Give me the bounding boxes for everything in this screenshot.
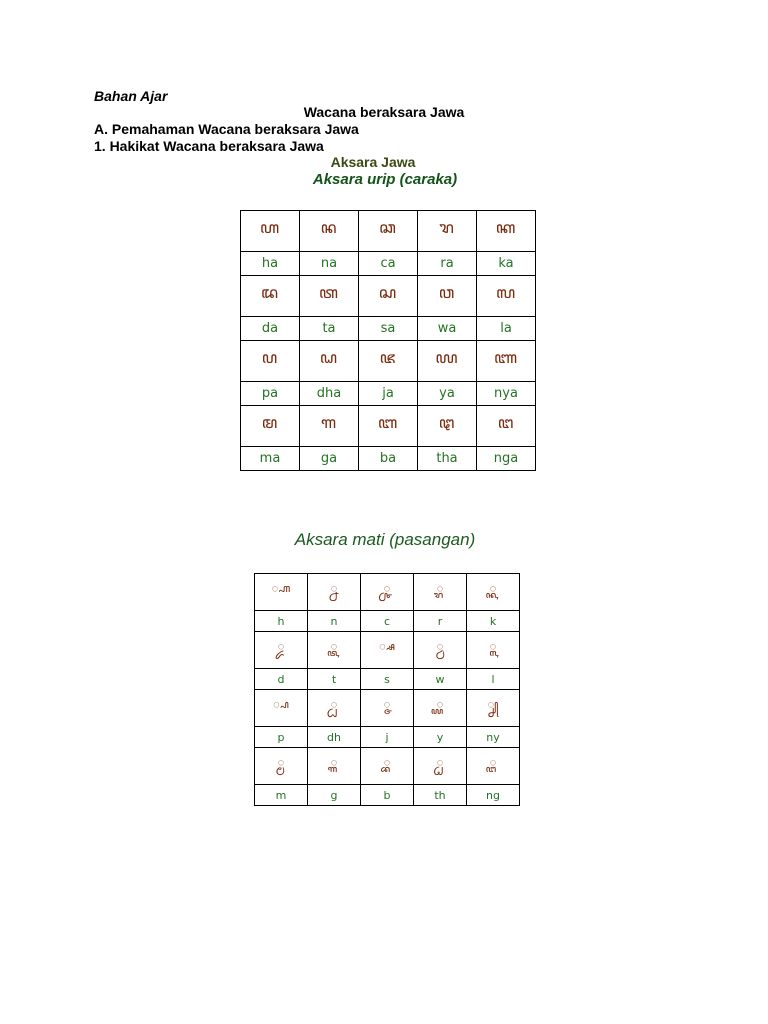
latin-label: tha <box>418 447 477 471</box>
table-row <box>255 727 520 748</box>
aksara-glyph: ꦧ <box>359 406 418 447</box>
main-title: Wacana beraksara Jawa <box>303 104 465 120</box>
aksara-glyph: ꦲ <box>241 211 300 252</box>
latin-label: ba <box>359 447 418 471</box>
latin-label: m <box>255 785 308 806</box>
pasangan-glyph: ꧀ꦔ <box>467 748 520 785</box>
table-row <box>241 252 536 276</box>
table-row <box>255 785 520 806</box>
aksara-glyph: ꦠ <box>300 276 359 317</box>
latin-label: pa <box>241 382 300 406</box>
latin-label: b <box>361 785 414 806</box>
pasangan-glyph: ꧀ꦧ <box>361 748 414 785</box>
table-row <box>241 382 536 406</box>
aksara-urip-title: Aksara urip (caraka) <box>312 171 458 188</box>
table-row <box>241 341 536 382</box>
latin-label: ng <box>467 785 520 806</box>
table-row <box>241 447 536 471</box>
latin-label: ma <box>241 447 300 471</box>
latin-label: ta <box>300 317 359 341</box>
table-row <box>241 406 536 447</box>
latin-label: ka <box>477 252 536 276</box>
table-row <box>241 317 536 341</box>
pasangan-glyph: ꧀ꦩ <box>255 748 308 785</box>
pasangan-glyph: ꧀ꦤ <box>308 574 361 611</box>
pasangan-glyph: ꧀ꦚ <box>467 690 520 727</box>
latin-label: da <box>241 317 300 341</box>
latin-label: ja <box>359 382 418 406</box>
latin-label: r <box>414 611 467 632</box>
latin-label: l <box>467 669 520 690</box>
table-row <box>255 611 520 632</box>
latin-label: n <box>308 611 361 632</box>
section-1-heading: 1. Hakikat Wacana beraksara Jawa <box>94 138 324 154</box>
pasangan-glyph: ꧀ꦝ <box>308 690 361 727</box>
aksara-urip-table <box>240 210 536 471</box>
aksara-glyph: ꦫ <box>418 211 477 252</box>
latin-label: nya <box>477 382 536 406</box>
latin-label: ga <box>300 447 359 471</box>
aksara-glyph: ꦗ <box>359 341 418 382</box>
aksara-mati-table <box>254 573 520 806</box>
aksara-glyph: ꦒ <box>300 406 359 447</box>
pasangan-glyph: ꧀ꦥ <box>255 690 308 727</box>
latin-label: ca <box>359 252 418 276</box>
aksara-mati-title: Aksara mati (pasangan) <box>294 530 476 549</box>
pasangan-glyph: ꧀ꦫ <box>414 574 467 611</box>
latin-label: ya <box>418 382 477 406</box>
pasangan-glyph: ꧀ꦗ <box>361 690 414 727</box>
aksara-glyph: ꦪ <box>418 341 477 382</box>
latin-label: dha <box>300 382 359 406</box>
latin-label: p <box>255 727 308 748</box>
aksara-glyph: ꦢ <box>241 276 300 317</box>
aksara-glyph: ꦕ <box>359 211 418 252</box>
latin-label: c <box>361 611 414 632</box>
latin-label: s <box>361 669 414 690</box>
aksara-glyph: ꦩ <box>241 406 300 447</box>
pasangan-glyph: ꧀ꦕ <box>361 574 414 611</box>
pasangan-glyph: ꧀ꦠ <box>308 632 361 669</box>
table-row <box>241 276 536 317</box>
section-a-heading: A. Pemahaman Wacana beraksara Jawa <box>94 121 359 137</box>
aksara-glyph: ꦭ <box>477 276 536 317</box>
pasangan-glyph: ꧀ꦱ <box>361 632 414 669</box>
latin-label: d <box>255 669 308 690</box>
table-row <box>255 690 520 727</box>
latin-label: j <box>361 727 414 748</box>
latin-label: h <box>255 611 308 632</box>
aksara-glyph: ꦥ <box>241 341 300 382</box>
aksara-glyph: ꦏ <box>477 211 536 252</box>
pasangan-glyph: ꧀ꦒ <box>308 748 361 785</box>
latin-label: t <box>308 669 361 690</box>
pasangan-glyph: ꧀ꦪ <box>414 690 467 727</box>
aksara-glyph: ꦚ <box>477 341 536 382</box>
aksara-glyph: ꦝ <box>300 341 359 382</box>
latin-label: y <box>414 727 467 748</box>
table-row <box>241 211 536 252</box>
aksara-jawa-title: Aksara Jawa <box>330 154 416 170</box>
latin-label: ny <box>467 727 520 748</box>
table-row <box>255 574 520 611</box>
latin-label: la <box>477 317 536 341</box>
table-row <box>255 669 520 690</box>
latin-label: wa <box>418 317 477 341</box>
latin-label: sa <box>359 317 418 341</box>
aksara-glyph: ꦔ <box>477 406 536 447</box>
latin-label: nga <box>477 447 536 471</box>
aksara-glyph: ꦮ <box>418 276 477 317</box>
pasangan-glyph: ꧀ꦲ <box>255 574 308 611</box>
pasangan-glyph: ꧀ꦮ <box>414 632 467 669</box>
pasangan-glyph: ꧀ꦭ <box>467 632 520 669</box>
latin-label: ra <box>418 252 477 276</box>
table-row <box>255 632 520 669</box>
latin-label: k <box>467 611 520 632</box>
aksara-glyph: ꦱ <box>359 276 418 317</box>
aksara-glyph: ꦤ <box>300 211 359 252</box>
label-bahan-ajar: Bahan Ajar <box>94 88 168 104</box>
latin-label: na <box>300 252 359 276</box>
latin-label: th <box>414 785 467 806</box>
pasangan-glyph: ꧀ꦛ <box>414 748 467 785</box>
latin-label: g <box>308 785 361 806</box>
pasangan-glyph: ꧀ꦏ <box>467 574 520 611</box>
table-row <box>255 748 520 785</box>
pasangan-glyph: ꧀ꦢ <box>255 632 308 669</box>
latin-label: dh <box>308 727 361 748</box>
aksara-glyph: ꦛ <box>418 406 477 447</box>
latin-label: ha <box>241 252 300 276</box>
latin-label: w <box>414 669 467 690</box>
